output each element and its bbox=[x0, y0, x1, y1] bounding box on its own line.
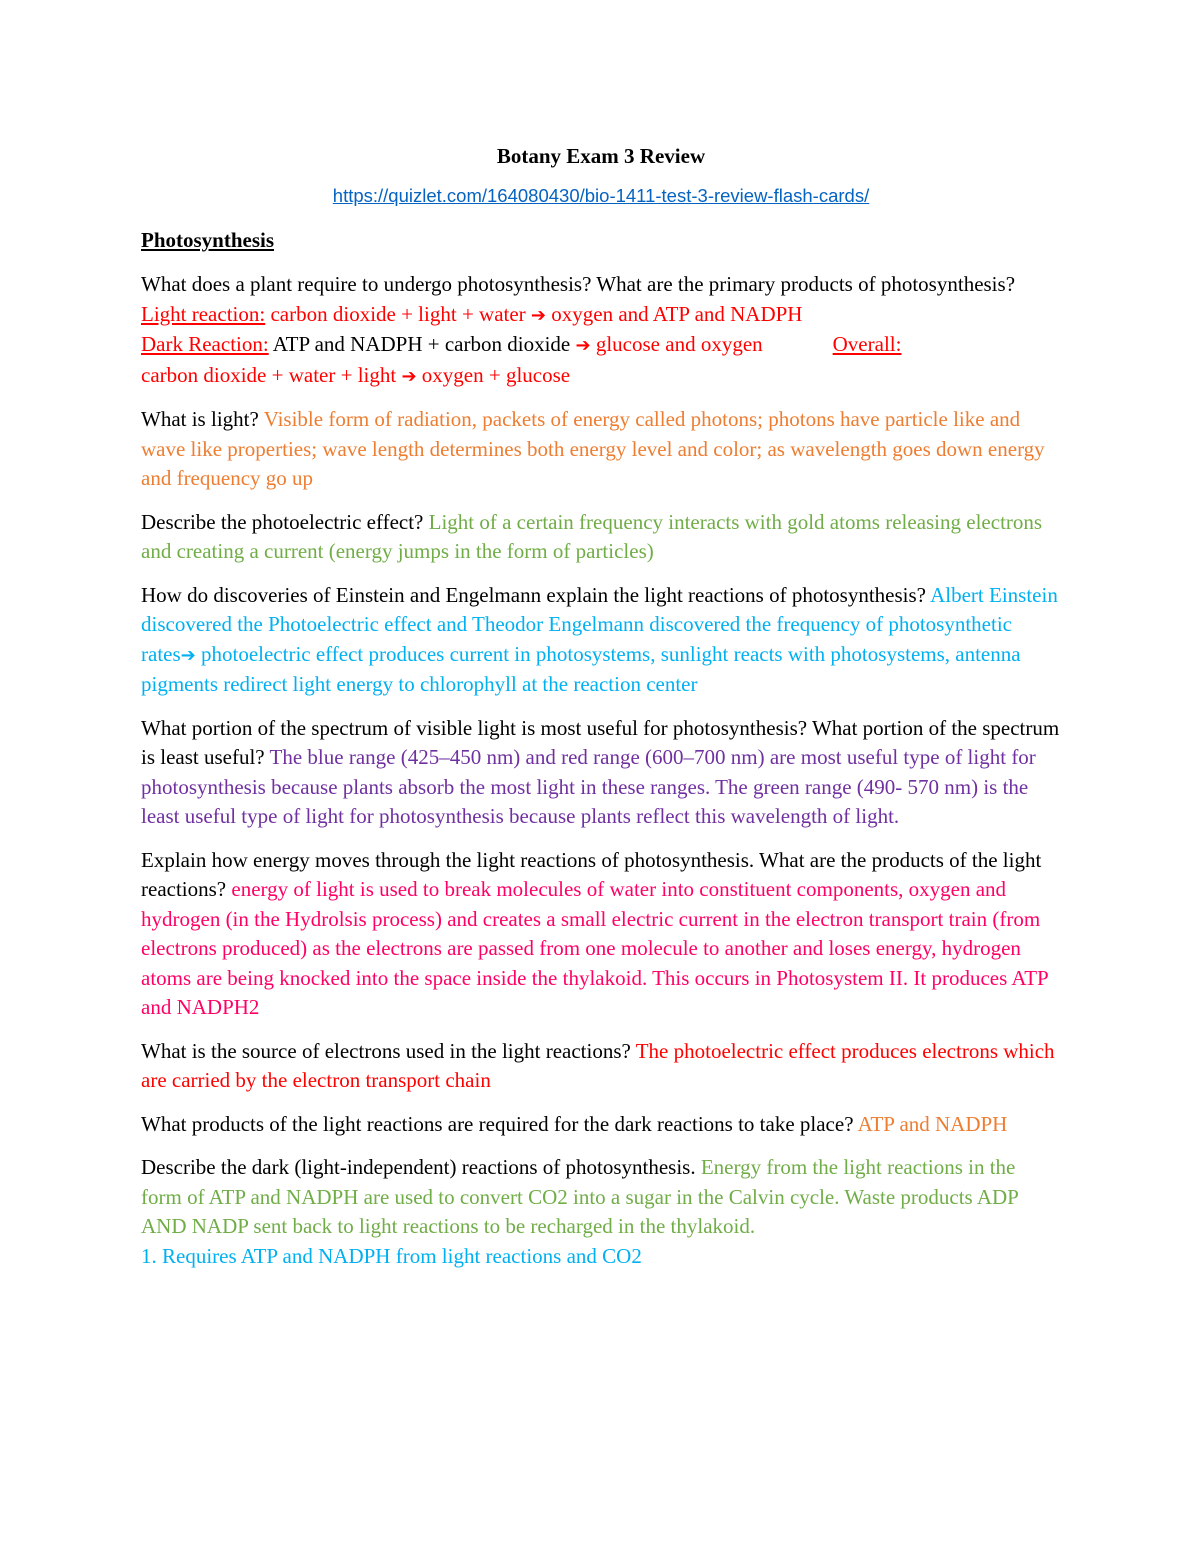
answer-6: energy of light is used to break molecules of water into constituent components, oxygen and hydrogen (in the Hydrolsis process) and creates a small electric current in the electron transport train (from electrons produced) as the electrons are passed from one molecule to another and loses energy, hydrogen atoms are being knocked into the space inside the thylakoid. This occurs in Photosystem II. It produces ATP and NADPH2 bbox=[141, 877, 1048, 1019]
question-7-text: What is the source of electrons used in the light reactions? bbox=[141, 1038, 636, 1063]
question-1 bbox=[141, 270, 1061, 391]
quizlet-link-line bbox=[141, 182, 1061, 210]
document-body bbox=[141, 140, 1061, 1271]
question-5-text: What portion of the spectrum of visible light is most useful for photosynthesis? What portion of the spectrum is least useful? bbox=[141, 715, 1060, 769]
overall-inputs: carbon dioxide + water + light bbox=[141, 362, 402, 387]
arrow-icon: ➔ bbox=[575, 335, 591, 356]
question-3-text: Describe the photoelectric effect? bbox=[141, 509, 429, 534]
answer-5: The blue range (425–450 nm) and red range (600–700 nm) are most useful type of light for photosynthesis because plants absorb the most light in these ranges. The green range (490- 570 nm) is the least useful type of light for photosynthesis because plants reflect this wavelength of light. bbox=[141, 745, 1036, 828]
question-7 bbox=[141, 1037, 1061, 1096]
dark-reaction-outputs: glucose and oxygen bbox=[590, 332, 763, 356]
document-title: Botany Exam 3 Review bbox=[496, 144, 706, 168]
question-9 bbox=[141, 1153, 1061, 1242]
question-6-text: Explain how energy moves through the light reactions of photosynthesis. What are the products of the light reactions? bbox=[141, 847, 1042, 901]
quizlet-link[interactable]: https://quizlet.com/164080430/bio-1411-test-3-review-flash-cards/ bbox=[332, 185, 870, 206]
question-2 bbox=[141, 405, 1061, 494]
question-6 bbox=[141, 846, 1061, 1023]
answer-9: Energy from the light reactions in the form of ATP and NADPH are used to convert CO2 into a sugar in the Calvin cycle. Waste products ADP AND NADP sent back to light reactions to be recharged in the thylakoid. bbox=[141, 1155, 1019, 1238]
question-8-text: What products of the light reactions are required for the dark reactions to take place? bbox=[141, 1111, 858, 1136]
overall-label: Overall: bbox=[832, 332, 902, 356]
answer-4-part-1: Albert Einstein discovered the Photoelectric effect and Theodor Engelmann discovered the frequency of photosynthetic rates bbox=[141, 582, 1058, 666]
question-4 bbox=[141, 581, 1061, 700]
answer-8: ATP and NADPH bbox=[857, 1111, 1008, 1136]
overall-outputs: oxygen + glucose bbox=[416, 362, 571, 387]
section-heading-photosynthesis: Photosynthesis bbox=[141, 228, 275, 252]
arrow-icon: ➔ bbox=[401, 365, 417, 387]
list-item: 1. Requires ATP and NADPH from light reactions and CO2 bbox=[141, 1243, 642, 1268]
dark-reaction-label: Dark Reaction: bbox=[141, 332, 269, 356]
arrow-icon: ➔ bbox=[530, 304, 547, 326]
question-4-text: How do discoveries of Einstein and Engelmann explain the light reactions of photosynthesis? bbox=[141, 582, 931, 607]
light-reaction-label: Light reaction: bbox=[141, 301, 266, 326]
answer-3: Light of a certain frequency interacts with gold atoms releasing electrons and creating a current (energy jumps in the form of particles) bbox=[141, 509, 1043, 563]
answer-4-part-2: photoelectric effect produces current in photosystems, sunlight reacts with photosystems, antenna pigments redirect light energy to chlorophyll at the reaction center bbox=[141, 641, 1021, 696]
question-2-text: What is light? bbox=[141, 407, 264, 431]
light-reaction-outputs: oxygen and ATP and NADPH bbox=[546, 301, 803, 326]
question-5 bbox=[141, 714, 1061, 832]
question-1-text: What does a plant require to undergo photosynthesis? What are the primary products of photosynthesis? bbox=[141, 272, 1016, 296]
answer-7: The photoelectric effect produces electrons which are carried by the electron transport chain bbox=[141, 1038, 1055, 1092]
question-9-text: Describe the dark (light-independent) reactions of photosynthesis. bbox=[141, 1155, 701, 1179]
light-reaction-inputs: carbon dioxide + light + water bbox=[265, 301, 531, 326]
dark-reaction-inputs: ATP and NADPH + carbon dioxide bbox=[268, 332, 576, 356]
question-3 bbox=[141, 508, 1061, 567]
answer-2: Visible form of radiation, packets of energy called photons; photons have particle like and wave like properties; wave length determines both energy level and color; as wavelength goes down energy and frequency go up bbox=[141, 407, 1045, 490]
question-8 bbox=[141, 1110, 1061, 1140]
arrow-icon: ➔ bbox=[180, 644, 196, 666]
